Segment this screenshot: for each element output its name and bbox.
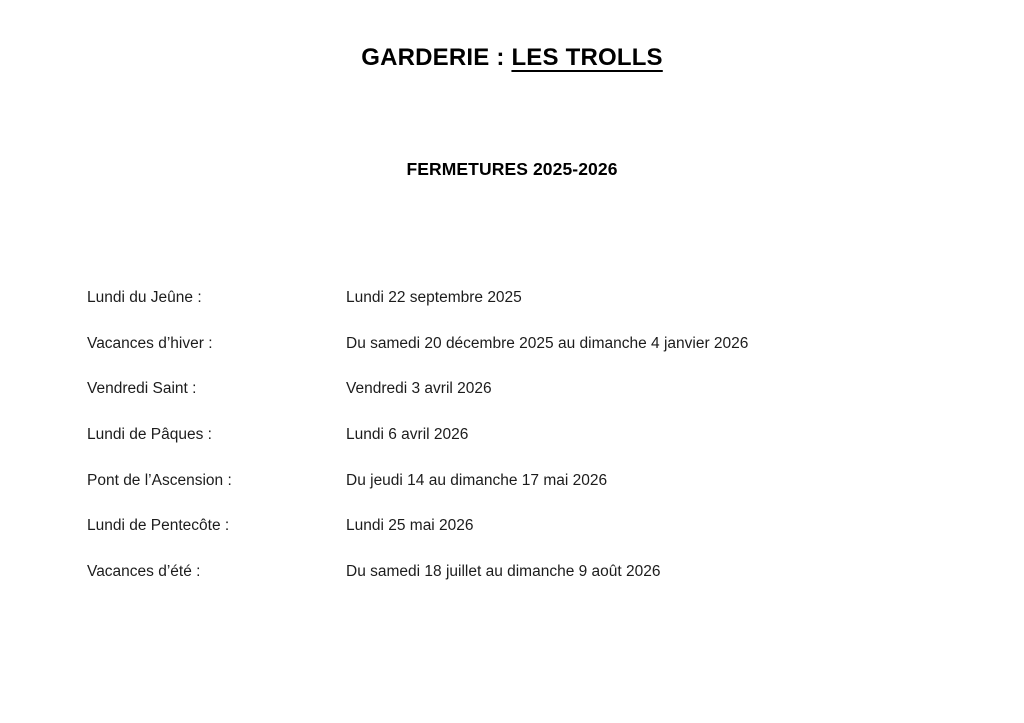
closure-label: Vendredi Saint : [87, 380, 197, 398]
closure-label: Lundi de Pâques : [87, 426, 212, 444]
closure-label: Vacances d’hiver : [87, 334, 213, 352]
closure-dates: Du jeudi 14 au dimanche 17 mai 2026 [346, 471, 608, 489]
document-title [0, 44, 1024, 72]
closure-row [87, 334, 984, 353]
closure-label: Vacances d’été : [87, 563, 201, 581]
closure-row [87, 471, 984, 490]
closure-dates: Lundi 25 mai 2026 [346, 517, 474, 535]
closure-label: Pont de l’Ascension : [87, 471, 232, 489]
title-emphasis: LES TROLLS [511, 44, 663, 71]
title-prefix: GARDERIE : [361, 44, 512, 71]
closure-row [87, 425, 984, 444]
closure-row [87, 516, 984, 535]
closure-dates: Lundi 22 septembre 2025 [346, 289, 522, 306]
closures-list [87, 288, 984, 608]
closure-row [87, 562, 984, 581]
closure-label: Lundi du Jeûne : [87, 289, 202, 306]
closure-dates: Du samedi 18 juillet au dimanche 9 août 2026 [346, 563, 661, 581]
closure-dates: Lundi 6 avril 2026 [346, 426, 469, 444]
document-subtitle: FERMETURES 2025-2026 [406, 159, 618, 179]
closure-dates: Du samedi 20 décembre 2025 au dimanche 4 janvier 2026 [346, 334, 749, 352]
closure-row [87, 379, 984, 398]
closure-row [87, 288, 984, 307]
closure-dates: Vendredi 3 avril 2026 [346, 380, 492, 398]
closure-label: Lundi de Pentecôte : [87, 517, 230, 535]
